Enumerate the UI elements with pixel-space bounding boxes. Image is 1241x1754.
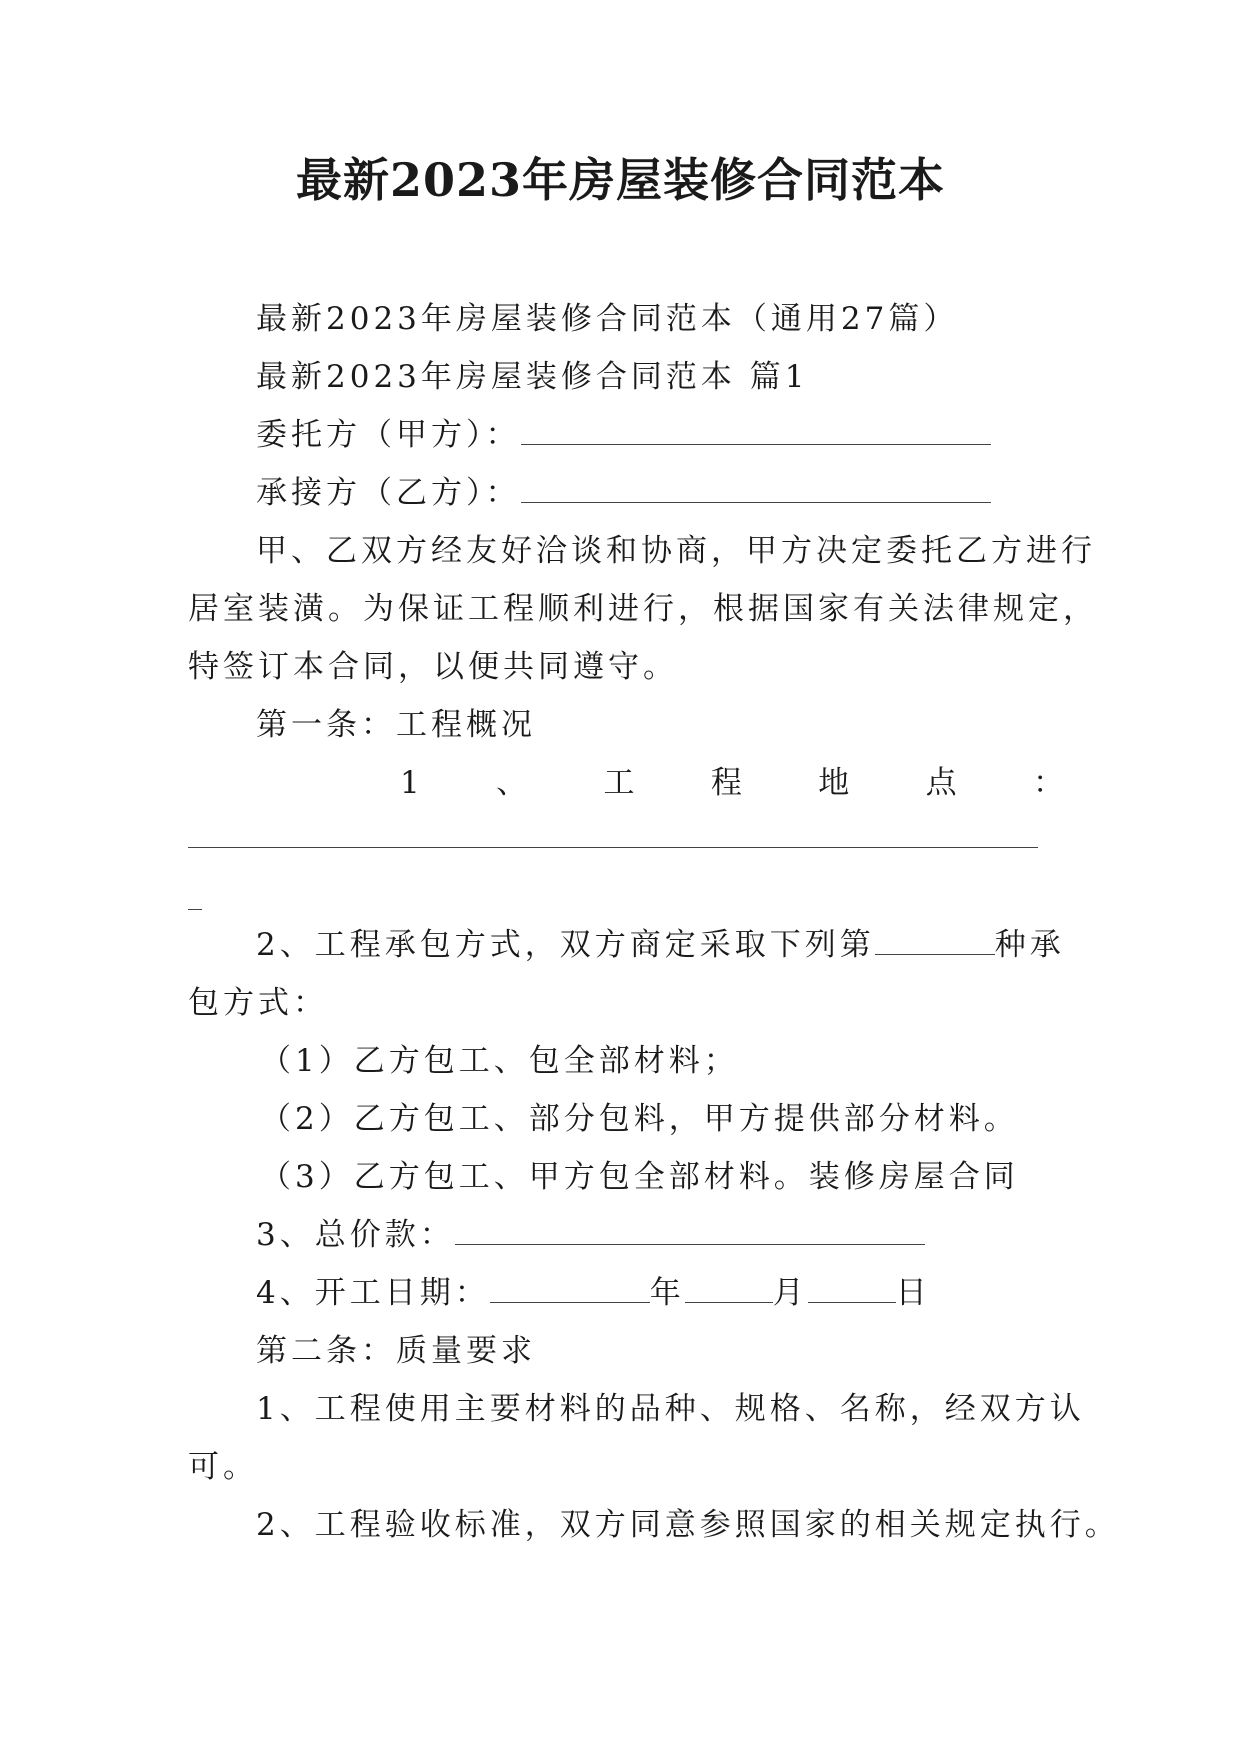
article1-item2-line1 (188, 916, 1068, 974)
article1-item1-location (188, 754, 1068, 812)
article1-heading: 第一条：工程概况 (256, 707, 536, 743)
start-date-year-blank (490, 1272, 650, 1303)
total-price-label: 3、总价款： (256, 1217, 455, 1253)
option-1: （1）乙方包工、包全部材料； (260, 1043, 739, 1079)
item4-start-date (188, 1264, 1068, 1322)
party-a-line (188, 406, 1068, 464)
contract-method-text-post: 种承 (994, 927, 1065, 963)
option-3: （3）乙方包工、甲方包全部材料。装修房屋合同 (260, 1159, 1019, 1195)
location-blank-stub (188, 908, 202, 910)
option-2: （2）乙方包工、部分包料，甲方提供部分材料。 (260, 1101, 1019, 1137)
location-blank-line (188, 846, 1038, 848)
location-char: 点 (925, 765, 961, 801)
article1-item2-line2: 包方式： (188, 985, 328, 1021)
start-date-day: 日 (895, 1275, 931, 1311)
party-b-line (188, 464, 1068, 522)
start-date-label: 4、开工日期： (256, 1275, 490, 1311)
location-char: 程 (710, 765, 746, 801)
article2-item1-line1: 1、工程使用主要材料的品种、规格、名称，经双方认 (256, 1391, 1085, 1427)
location-char: 地 (818, 765, 854, 801)
location-char: 工 (603, 765, 639, 801)
total-price-blank (455, 1214, 925, 1245)
location-char: 1 (400, 765, 424, 801)
item3-total-price (188, 1206, 1068, 1264)
start-date-day-blank (808, 1272, 896, 1303)
start-date-month: 月 (772, 1275, 808, 1311)
document-subtitle: 最新2023年房屋装修合同范本（通用27篇） (256, 301, 959, 337)
start-date-month-blank (685, 1272, 773, 1303)
party-b-blank (521, 472, 991, 503)
contract-method-text: 2、工程承包方式，双方商定采取下列第 (256, 927, 875, 963)
article2-item1-line2: 可。 (188, 1449, 258, 1485)
article2-heading: 第二条：质量要求 (256, 1333, 536, 1369)
intro-line-2: 居室装潢。为保证工程顺利进行，根据国家有关法律规定， (188, 591, 1098, 627)
article2-item2: 2、工程验收标准，双方同意参照国家的相关规定执行。 (256, 1507, 1120, 1543)
party-a-blank (521, 414, 991, 445)
contract-method-blank (875, 924, 995, 955)
page-title: 最新2023年房屋装修合同范本 (295, 153, 946, 207)
section-heading: 最新2023年房屋装修合同范本 篇1 (256, 359, 809, 395)
intro-line-1: 甲、乙双方经友好洽谈和协商，甲方决定委托乙方进行 (256, 533, 1096, 569)
party-b-label: 承接方（乙方）： (256, 475, 521, 511)
party-a-label: 委托方（甲方）： (256, 417, 521, 453)
location-char: 、 (496, 765, 532, 801)
document-body (188, 290, 1120, 1554)
start-date-year: 年 (649, 1275, 685, 1311)
intro-line-3: 特签订本合同，以便共同遵守。 (188, 649, 678, 685)
location-char: ： (1032, 765, 1068, 801)
